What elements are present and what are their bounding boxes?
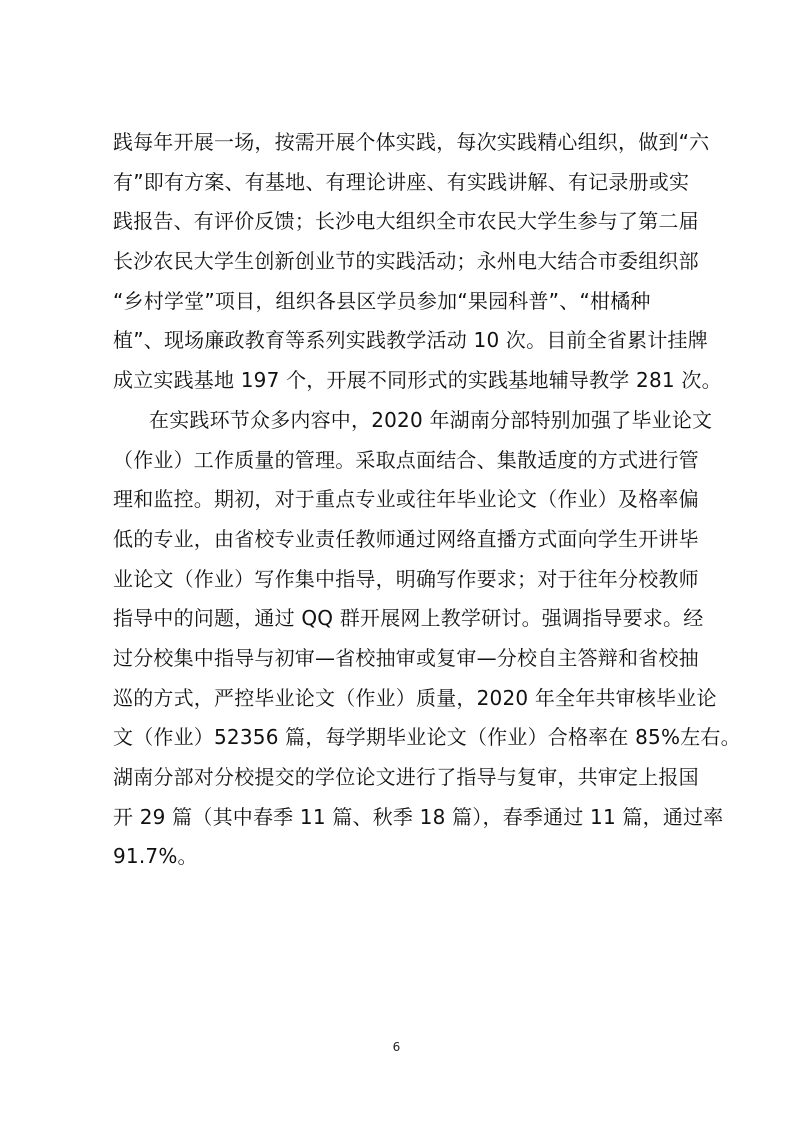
text-line: 过分校集中指导与初审—省校抽审或复审—分校自主答辩和省校抽 (113, 645, 699, 670)
text-line: “乡村学堂”项目，组织各县区学员参加“果园科普”、“柑橘种 (113, 288, 651, 313)
text-line: 有”即有方案、有基地、有理论讲座、有实践讲解、有记录册或实 (113, 169, 690, 194)
text-line: （作业）工作质量的管理。采取点面结合、集散适度的方式进行管 (113, 447, 699, 472)
paragraph-2 (113, 401, 741, 877)
text-line: 长沙农民大学生创新创业节的实践活动；永州电大结合市委组织部 (113, 249, 699, 274)
paragraph-1 (113, 123, 722, 401)
text-line: 低的专业，由省校专业责任教师通过网络直播方式面向学生开讲毕 (113, 526, 699, 551)
text-line: 文（作业）52356 篇，每学期毕业论文（作业）合格率在 85%左右。 (113, 725, 741, 750)
body-text (113, 123, 741, 877)
text-line: 理和监控。期初，对于重点专业或往年毕业论文（作业）及格率偏 (113, 487, 699, 512)
text-line: 践每年开展一场，按需开展个体实践，每次实践精心组织，做到“六 (113, 130, 710, 154)
text-line: 指导中的问题，通过 QQ 群开展网上教学研讨。强调指导要求。经 (113, 606, 704, 631)
text-line: 成立实践基地 197 个，开展不同形式的实践基地辅导教学 281 次。 (113, 368, 722, 393)
text-line: 91.7%。 (113, 844, 198, 869)
page-number: 6 (392, 1040, 401, 1054)
text-line: 植”、现场廉政教育等系列实践教学活动 10 次。目前全省累计挂牌 (113, 328, 708, 353)
text-line: 开 29 篇（其中春季 11 篇、秋季 18 篇），春季通过 11 篇，通过率 (113, 804, 724, 829)
text-line: 湖南分部对分校提交的学位论文进行了指导与复审，共审定上报国 (113, 765, 699, 789)
text-line: 巡的方式，严控毕业论文（作业）质量，2020 年全年共审核毕业论 (113, 685, 717, 710)
text-line: 践报告、有评价反馈；长沙电大组织全市农民大学生参与了第二届 (113, 209, 699, 234)
text-line: 在实践环节众多内容中，2020 年湖南分部特别加强了毕业论文 (149, 407, 713, 432)
text-line: 业论文（作业）写作集中指导，明确写作要求；对于往年分校教师 (113, 566, 699, 591)
